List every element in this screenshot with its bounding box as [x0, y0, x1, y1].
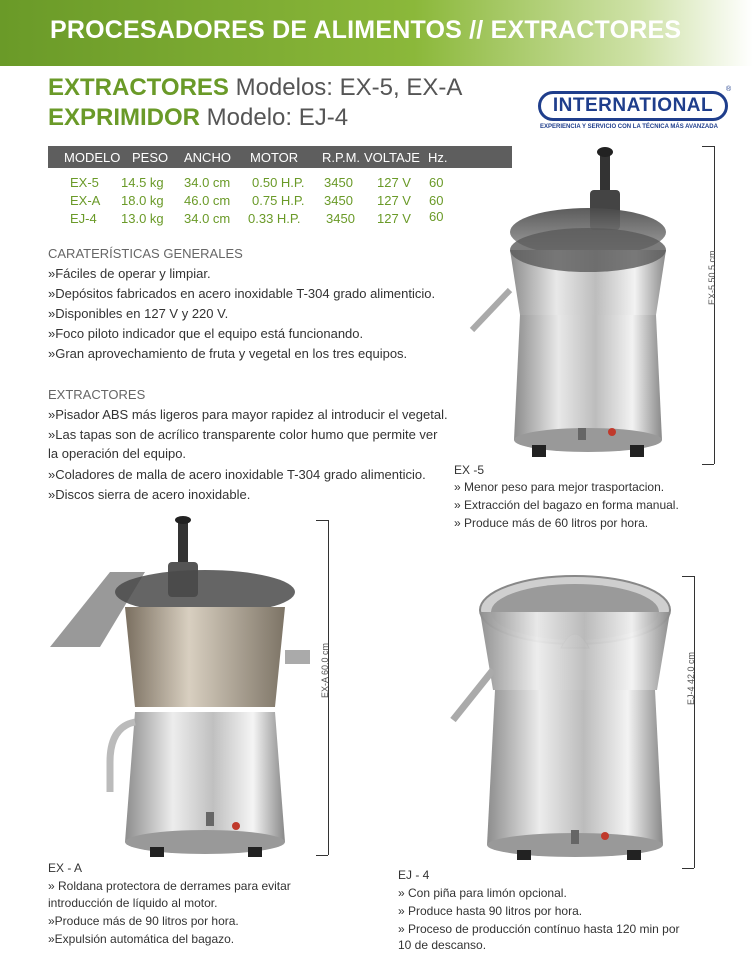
general-feature-item: »Foco piloto indicador que el equipo está funcionando. — [48, 326, 364, 341]
ej4-title: EJ - 4 — [398, 868, 430, 882]
ex5-machine-illustration — [462, 140, 692, 470]
col-header-motor: MOTOR — [250, 150, 299, 165]
dimension-tick — [316, 520, 328, 521]
registered-mark: ® — [726, 86, 732, 93]
general-feature-item: »Depósitos fabricados en acero inoxidable T-304 grado alimenticio. — [48, 286, 436, 301]
brand-logo — [538, 91, 728, 121]
ex5-dimension-label: EX-5 50.5 cm — [707, 250, 717, 305]
ej4-dimension-line — [694, 576, 695, 868]
col-header-rpm: R.P.M. — [322, 150, 361, 165]
heading-extractores-models: Modelos: EX-5, EX-A — [228, 74, 463, 101]
exa-dimension-label: EX-A 60.0 cm — [320, 642, 330, 698]
ej4-item: » Produce hasta 90 litros por hora. — [398, 904, 583, 918]
spec-cell: 127 V — [377, 211, 411, 226]
spec-cell: 60 — [429, 209, 444, 224]
spec-cell: 18.0 kg — [121, 193, 164, 208]
col-header-hz: Hz. — [428, 150, 448, 165]
spec-cell: 127 V — [377, 193, 411, 208]
exa-item: introducción de líquido al motor. — [48, 896, 218, 910]
dimension-tick — [316, 855, 328, 856]
extractores-item: »Las tapas son de acrílico transparente color humo que permite ver — [48, 427, 438, 442]
spec-table-header — [48, 146, 512, 168]
ej4-item: » Con piña para limón opcional. — [398, 886, 567, 900]
spec-cell: 34.0 cm — [184, 211, 231, 226]
col-header-modelo: MODELO — [64, 150, 121, 165]
general-feature-item: »Gran aprovechamiento de fruta y vegetal en los tres equipos. — [48, 346, 408, 361]
ej4-item: 10 de descanso. — [398, 938, 487, 952]
ex5-title: EX -5 — [454, 463, 485, 477]
header-banner — [0, 0, 753, 66]
ex5-item: » Menor peso para mejor trasportacion. — [454, 480, 665, 494]
exa-title: EX - A — [48, 861, 83, 875]
extractores-item: »Pisador ABS más ligeros para mayor rapidez al introducir el vegetal. — [48, 407, 448, 422]
extractores-item: »Discos sierra de acero inoxidable. — [48, 487, 251, 502]
spec-cell: EX-5 — [70, 175, 99, 190]
spec-cell: 3450 — [324, 193, 353, 208]
ej4-item: » Proceso de producción contínuo hasta 120 min por — [398, 922, 680, 936]
exa-item: »Expulsión automática del bagazo. — [48, 932, 235, 946]
ej4-dimension-label: EJ-4 42.0 cm — [686, 651, 696, 705]
spec-cell: 0.50 H.P. — [252, 175, 305, 190]
exa-item: »Produce más de 90 litros por hora. — [48, 914, 239, 928]
ex5-item: » Extracción del bagazo en forma manual. — [454, 498, 679, 512]
ej4-machine-illustration — [445, 570, 685, 870]
dimension-tick — [682, 576, 694, 577]
general-features-title: CARATERÍSTICAS GENERALES — [48, 246, 243, 261]
exa-machine-illustration — [40, 512, 310, 862]
general-feature-item: »Fáciles de operar y limpiar. — [48, 266, 211, 281]
extractores-item: la operación del equipo. — [48, 446, 187, 461]
dimension-tick — [682, 868, 694, 869]
heading-exprimidor-label: EXPRIMIDOR — [48, 104, 201, 131]
heading-exprimidor-models: Modelo: EJ-4 — [200, 104, 349, 131]
dimension-tick — [702, 464, 714, 465]
spec-cell: 34.0 cm — [184, 175, 231, 190]
brand-tagline: EXPERIENCIA Y SERVICIO CON LA TÉCNICA MÁS AVANZADA — [540, 124, 718, 130]
spec-cell: 13.0 kg — [121, 211, 164, 226]
spec-cell: 46.0 cm — [184, 193, 231, 208]
extractores-item: »Coladores de malla de acero inoxidable T-304 grado alimenticio. — [48, 467, 426, 482]
spec-cell: EJ-4 — [70, 211, 97, 226]
spec-cell: 0.75 H.P. — [252, 193, 305, 208]
heading-extractores — [48, 74, 462, 102]
spec-cell: EX-A — [70, 193, 101, 208]
spec-cell: 60 — [429, 193, 444, 208]
ex5-dimension-line — [714, 146, 715, 464]
spec-cell: 127 V — [377, 175, 411, 190]
spec-cell: 60 — [429, 175, 444, 190]
exa-item: » Roldana protectora de derrames para evitar — [48, 879, 291, 893]
heading-exprimidor — [48, 104, 348, 132]
spec-cell: 0.33 H.P. — [248, 211, 301, 226]
extractores-title: EXTRACTORES — [48, 387, 146, 402]
col-header-ancho: ANCHO — [184, 150, 231, 165]
ex5-item: » Produce más de 60 litros por hora. — [454, 516, 649, 530]
general-feature-item: »Disponibles en 127 V y 220 V. — [48, 306, 229, 321]
col-header-peso: PESO — [132, 150, 169, 165]
brand-logo-text: INTERNATIONAL — [552, 95, 714, 116]
dimension-tick — [702, 146, 714, 147]
spec-cell: 3450 — [324, 175, 353, 190]
spec-cell: 3450 — [326, 211, 355, 226]
banner-title: PROCESADORES DE ALIMENTOS // EXTRACTORES — [50, 16, 682, 44]
spec-cell: 14.5 kg — [121, 175, 164, 190]
col-header-voltaje: VOLTAJE — [364, 150, 420, 165]
heading-extractores-label: EXTRACTORES — [48, 74, 229, 101]
